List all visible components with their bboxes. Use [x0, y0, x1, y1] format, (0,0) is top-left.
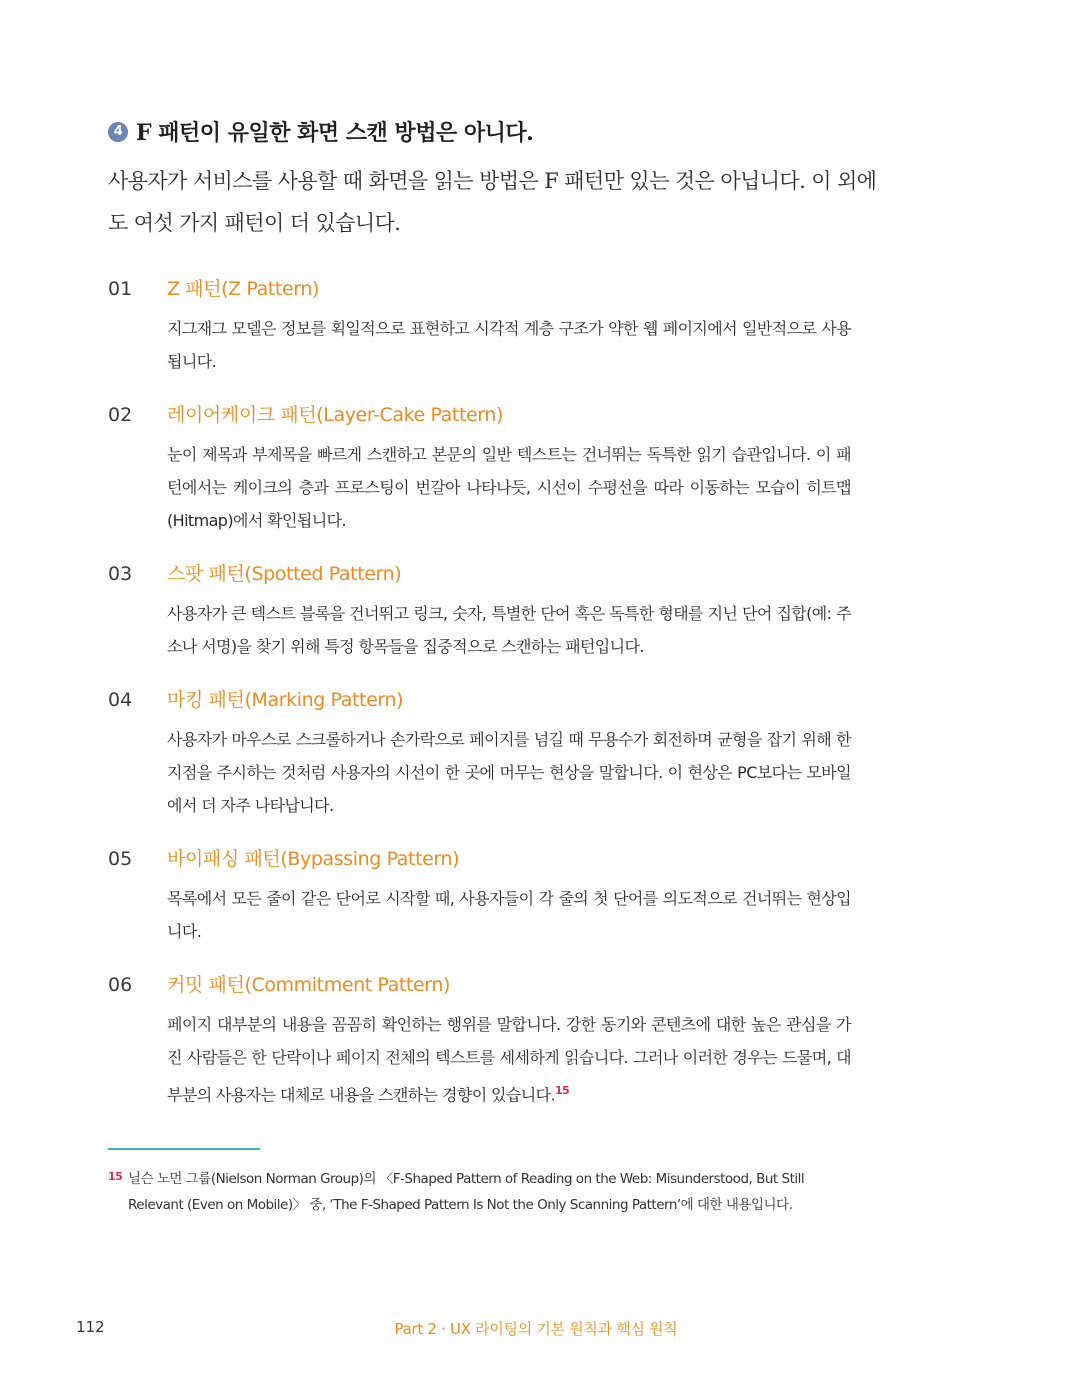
pattern-title: 스팟 패턴(Spotted Pattern)	[167, 563, 402, 585]
pattern-title: 마킹 패턴(Marking Pattern)	[167, 689, 404, 711]
section-number-badge: 4	[108, 122, 128, 142]
running-footer-title: Part 2 · UX 라이팅의 기본 원칙과 핵심 원칙	[394, 1320, 678, 1338]
footnote	[108, 1166, 850, 1218]
pattern-title: 바이패싱 패턴(Bypassing Pattern)	[167, 848, 460, 870]
pattern-list	[0, 272, 1072, 1131]
pattern-item-05	[0, 842, 1072, 948]
pattern-description-text: 페이지 대부분의 내용을 꼼꼼히 확인하는 행위를 말합니다. 강한 동기와 콘텐츠에 대한 높은 관심을 가진 사람들은 한 단락이나 페이지 전체의 텍스트를 세세하게 읽습니다. 그러나 이러한 경우는 드물며, 대부분의 사용자는 대체로 내용을 스캔하는 경향이 있습니다.	[167, 1015, 851, 1105]
footnote-number: 15	[108, 1170, 123, 1183]
pattern-description: 지그재그 모델은 정보를 획일적으로 표현하고 시각적 계층 구조가 약한 웹 페이지에서 일반적으로 사용됩니다.	[167, 319, 851, 371]
footnote-text: 닐슨 노먼 그룹(Nielson Norman Group)의 〈F-Shaped Pattern of Reading on the Web: Misunderstood, But Still Relevant (Even on Mobile)〉 중, ‘The F-Shaped Pattern Is Not the Only Scanning Pattern’에 대한 내용입니다.	[128, 1171, 805, 1213]
pattern-description: 눈이 제목과 부제목을 빠르게 스캔하고 본문의 일반 텍스트는 건너뛰는 독특한 읽기 습관입니다. 이 패턴에서는 케이크의 층과 프로스팅이 번갈아 나타나듯, 시선이 수평선을 따라 이동하는 모습이 히트맵(Hitmap)에서 확인됩니다.	[167, 445, 851, 530]
pattern-description: 사용자가 마우스로 스크롤하거나 손가락으로 페이지를 넘길 때 무용수가 회전하며 균형을 잡기 위해 한 지점을 주시하는 것처럼 사용자의 시선이 한 곳에 머무는 현상을 말합니다. 이 현상은 PC보다는 모바일에서 더 자주 나타납니다.	[167, 730, 851, 815]
pattern-description: 사용자가 큰 텍스트 블록을 건너뛰고 링크, 숫자, 특별한 단어 혹은 독특한 형태를 지닌 단어 집합(예: 주소나 서명)을 찾기 위해 특정 항목들을 집중적으로 스캔하는 패턴입니다.	[167, 604, 851, 656]
pattern-number: 01	[108, 278, 133, 300]
pattern-number: 06	[108, 974, 133, 996]
section-heading-text: F 패턴이 유일한 화면 스캔 방법은 아니다.	[136, 120, 534, 146]
pattern-title: 커밋 패턴(Commitment Pattern)	[167, 974, 451, 996]
pattern-item-02	[0, 398, 1072, 537]
pattern-item-06	[0, 968, 1072, 1111]
footnote-reference: 15	[554, 1084, 570, 1097]
intro-paragraph: 사용자가 서비스를 사용할 때 화면을 읽는 방법은 F 패턴만 있는 것은 아닙니다. 이 외에도 여섯 가지 패턴이 더 있습니다.	[108, 169, 877, 235]
pattern-item-03	[0, 557, 1072, 663]
footnote-divider	[108, 1148, 260, 1150]
pattern-number: 04	[108, 689, 133, 711]
pattern-item-04	[0, 683, 1072, 822]
pattern-description	[167, 1008, 851, 1111]
pattern-title: 레이어케이크 패턴(Layer-Cake Pattern)	[167, 404, 504, 426]
pattern-number: 02	[108, 404, 133, 426]
pattern-number: 05	[108, 848, 133, 870]
page-number: 112	[76, 1318, 105, 1336]
section-heading	[108, 116, 968, 147]
pattern-item-01	[0, 272, 1072, 378]
pattern-title: Z 패턴(Z Pattern)	[167, 278, 320, 300]
pattern-description: 목록에서 모든 줄이 같은 단어로 시작할 때, 사용자들이 각 줄의 첫 단어를 의도적으로 건너뛰는 현상입니다.	[167, 889, 851, 941]
pattern-number: 03	[108, 563, 133, 585]
